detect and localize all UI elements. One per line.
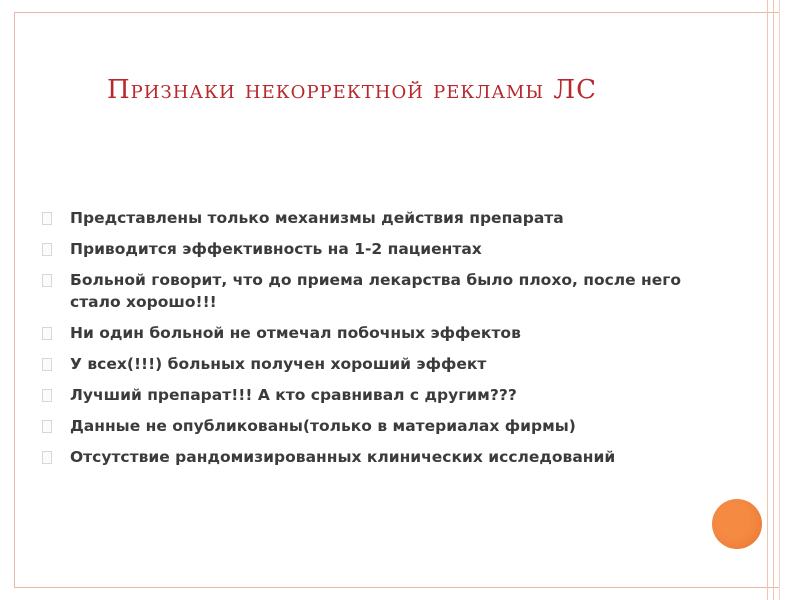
list-item xyxy=(42,446,692,468)
list-item-text: Больной говорит, что до приема лекарства было плохо, после него стало хорошо!!! xyxy=(70,271,682,311)
slide-title: Признаки некорректной рекламы ЛС xyxy=(107,75,597,105)
list-item xyxy=(42,238,692,260)
list-item xyxy=(42,269,692,313)
decorative-rail xyxy=(767,0,768,600)
square-bullet-icon xyxy=(42,358,52,371)
square-bullet-icon xyxy=(42,389,52,402)
decorative-rail xyxy=(779,0,780,600)
square-bullet-icon xyxy=(42,212,52,225)
list-item-text: Приводится эффективность на 1-2 пациентах xyxy=(70,240,482,258)
list-item-text: Представлены только механизмы действия препарата xyxy=(70,209,564,227)
square-bullet-icon xyxy=(42,451,52,464)
list-item xyxy=(42,415,692,437)
square-bullet-icon xyxy=(42,420,52,433)
list-item xyxy=(42,207,692,229)
list-item-text: Ни один больной не отмечал побочных эффектов xyxy=(70,324,521,342)
list-item xyxy=(42,384,692,406)
orange-circle-decoration xyxy=(712,499,762,549)
list-item xyxy=(42,322,692,344)
bullet-list xyxy=(42,207,692,477)
square-bullet-icon xyxy=(42,243,52,256)
list-item-text: Лучший препарат!!! А кто сравнивал с другим??? xyxy=(70,386,517,404)
list-item-text: Отсутствие рандомизированных клинических исследований xyxy=(70,448,616,466)
decorative-rail xyxy=(773,0,774,600)
list-item-text: У всех(!!!) больных получен хороший эффект xyxy=(70,355,487,373)
square-bullet-icon xyxy=(42,274,52,287)
list-item-text: Данные не опубликованы(только в материалах фирмы) xyxy=(70,417,576,435)
list-item xyxy=(42,353,692,375)
square-bullet-icon xyxy=(42,327,52,340)
